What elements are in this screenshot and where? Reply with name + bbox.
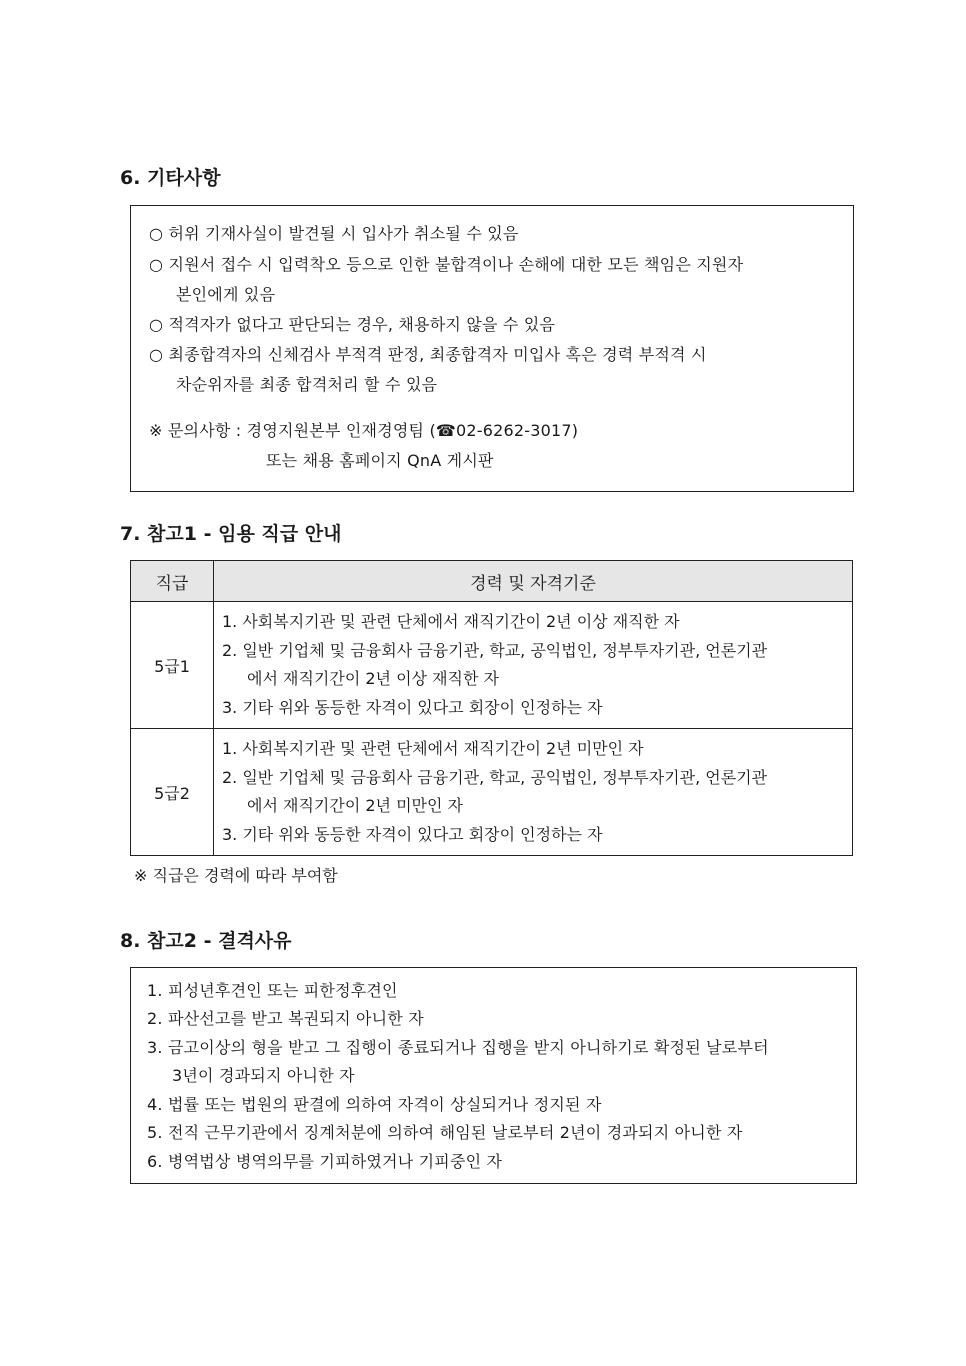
contact-line-2: 또는 채용 홈페이지 QnA 게시판 xyxy=(266,451,494,470)
disqualification-line: 3. 금고이상의 형을 받고 그 집행이 종료되거나 집행을 받지 아니하기로 확정된 날로부터 xyxy=(147,1038,769,1057)
criteria-line: 에서 재직기간이 2년 이상 재직한 자 xyxy=(247,669,499,688)
section-7-title: 7. 참고1 - 임용 직급 안내 xyxy=(120,523,342,545)
table-row xyxy=(131,602,853,729)
notice-line: ○ 지원서 접수 시 입력착오 등으로 인한 불합격이나 손해에 대한 모든 책임은 지원자 xyxy=(149,255,744,274)
disqualification-line: 4. 법률 또는 법원의 판결에 의하여 자격이 상실되거나 정지된 자 xyxy=(147,1095,602,1114)
criteria-line: 3. 기타 위와 동등한 자격이 있다고 회장이 인정하는 자 xyxy=(222,824,603,844)
criteria-line: 1. 사회복지기관 및 관련 단체에서 재직기간이 2년 미만인 자 xyxy=(222,739,644,758)
notice-line: ○ 적격자가 없다고 판단되는 경우, 채용하지 않을 수 있음 xyxy=(149,315,556,334)
grade-note: ※ 직급은 경력에 따라 부여함 xyxy=(134,866,338,885)
disqualification-line: 6. 병역법상 병역의무를 기피하였거나 기피중인 자 xyxy=(147,1152,503,1171)
notice-line: 본인에게 있음 xyxy=(176,285,276,304)
notice-box xyxy=(130,205,854,492)
criteria-cell xyxy=(214,729,853,856)
table-row xyxy=(131,729,853,856)
disqualification-line: 2. 파산선고를 받고 복권되지 아니한 자 xyxy=(147,1009,424,1028)
section-8-title: 8. 참고2 - 결격사유 xyxy=(120,930,292,952)
criteria-cell xyxy=(214,602,853,729)
disqualification-line: 3년이 경과되지 아니한 자 xyxy=(172,1066,355,1085)
grade-cell: 5급1 xyxy=(131,602,214,729)
section-6-title: 6. 기타사항 xyxy=(120,167,221,189)
criteria-line: 3. 기타 위와 동등한 자격이 있다고 회장이 인정하는 자 xyxy=(222,697,603,717)
contact-line: ※ 문의사항 : 경영지원본부 인재경영팀 (☎02-6262-3017) xyxy=(149,421,579,440)
disqualification-line: 5. 전직 근무기관에서 징계처분에 의하여 해임된 날로부터 2년이 경과되지 아니한 자 xyxy=(147,1123,743,1142)
grade-cell: 5급2 xyxy=(131,729,214,856)
notice-line: 차순위자를 최종 합격처리 할 수 있음 xyxy=(176,375,438,394)
criteria-line: 2. 일반 기업체 및 금융회사 금융기관, 학교, 공익법인, 정부투자기관, 언론기관 xyxy=(222,640,768,660)
criteria-line: 에서 재직기간이 2년 미만인 자 xyxy=(247,796,463,815)
disqualification-line: 1. 피성년후견인 또는 피한정후견인 xyxy=(147,981,398,1000)
header-criteria: 경력 및 자격기준 xyxy=(214,561,853,602)
notice-line: ○ 허위 기재사실이 발견될 시 입사가 취소될 수 있음 xyxy=(149,224,519,243)
disqualification-box xyxy=(130,967,857,1184)
table-header-row xyxy=(131,561,853,602)
criteria-line: 2. 일반 기업체 및 금융회사 금융기관, 학교, 공익법인, 정부투자기관, 언론기관 xyxy=(222,767,768,787)
header-grade: 직급 xyxy=(131,561,214,602)
notice-line: ○ 최종합격자의 신체검사 부적격 판정, 최종합격자 미입사 혹은 경력 부적격 시 xyxy=(149,345,707,364)
criteria-line: 1. 사회복지기관 및 관련 단체에서 재직기간이 2년 이상 재직한 자 xyxy=(222,612,680,631)
grade-table xyxy=(130,560,853,856)
